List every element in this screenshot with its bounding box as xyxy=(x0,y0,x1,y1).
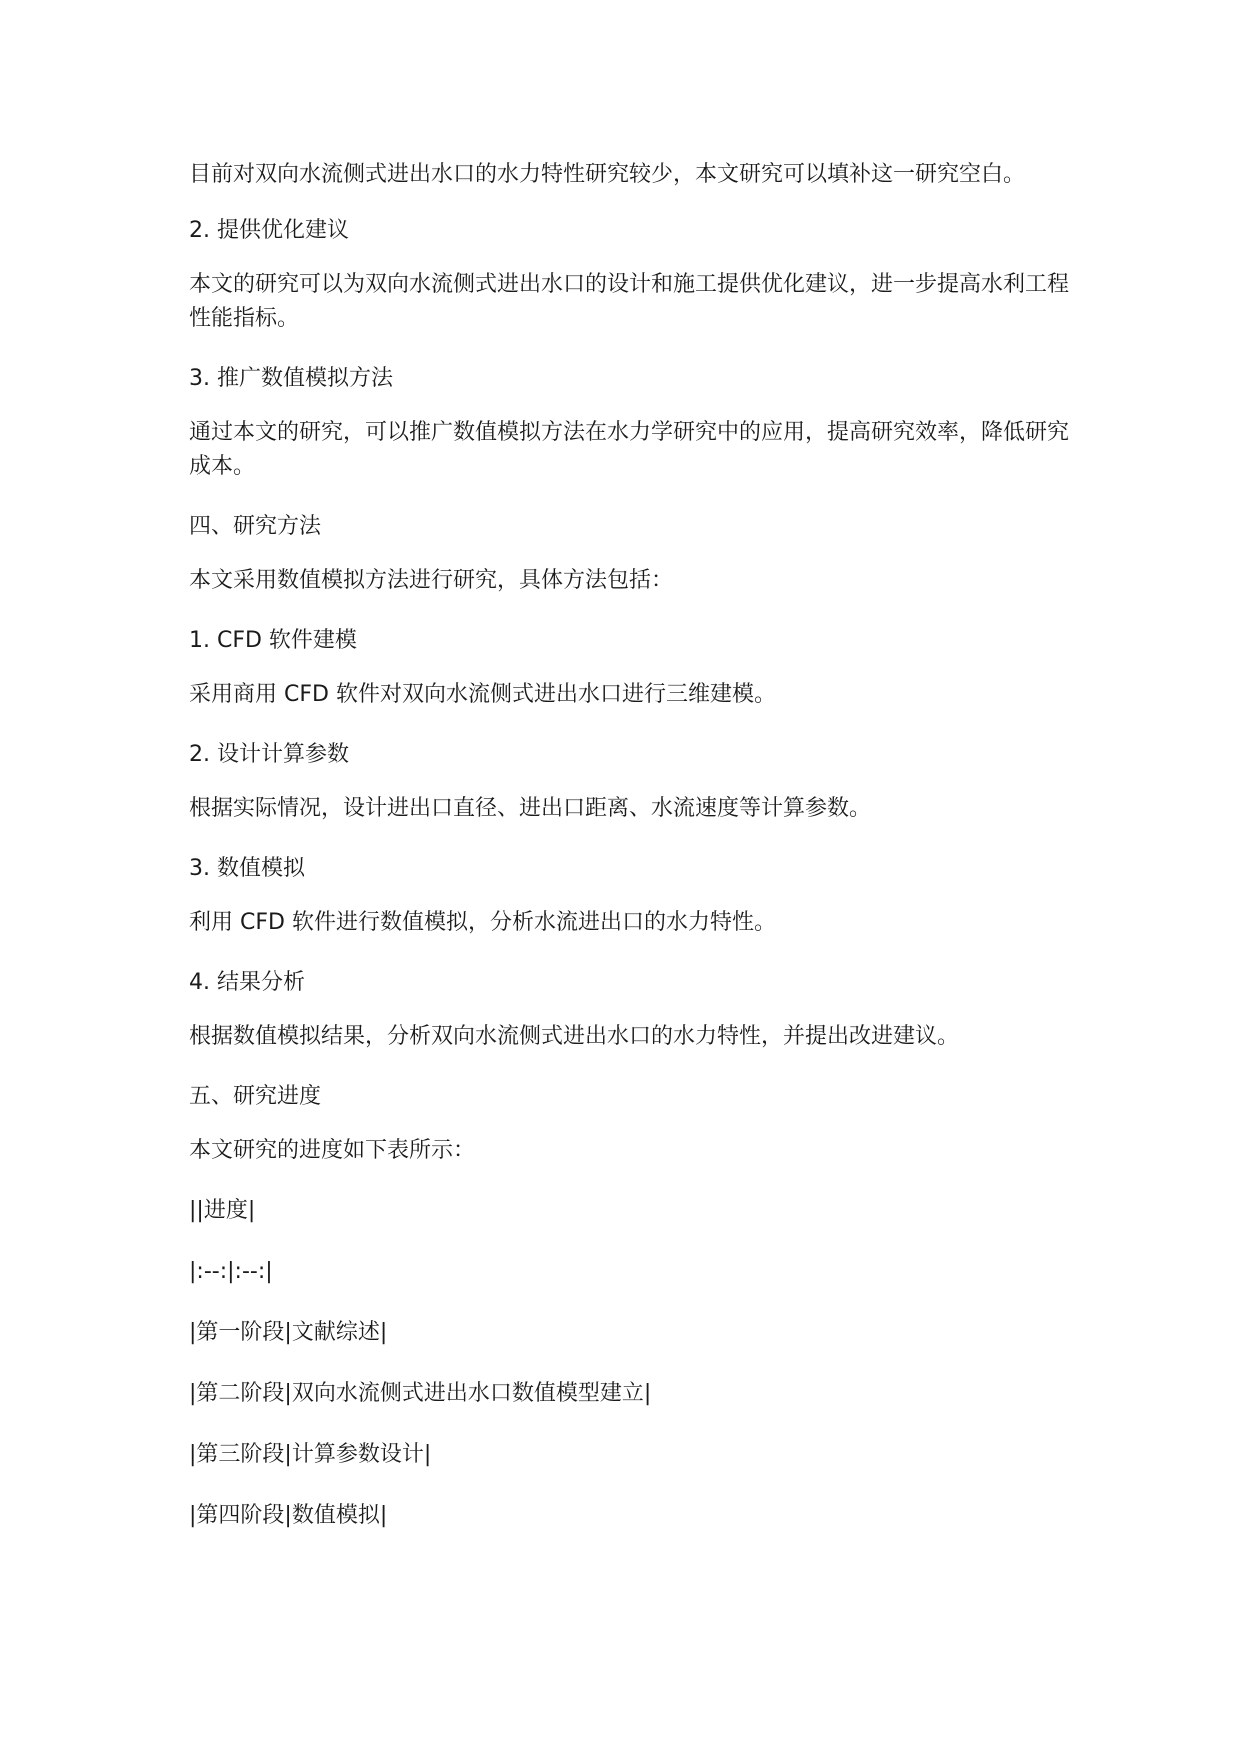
paragraph-progress-intro: 本文研究的进度如下表所示： xyxy=(189,1138,476,1163)
table-row: |第三阶段|计算参数设计| xyxy=(189,1442,432,1467)
paragraph-result-analysis: 根据数值模拟结果，分析双向水流侧式进出水口的水力特性，并提出改进建议。 xyxy=(189,1024,960,1049)
heading-optimization-advice: 2. 提供优化建议 xyxy=(189,218,349,243)
paragraph-optimization-advice: 本文的研究可以为双向水流侧式进出水口的设计和施工提供优化建议，进一步提高水利工程性能指标。 xyxy=(189,272,1070,331)
table-header-line: ||进度| xyxy=(189,1198,256,1223)
heading-result-analysis: 4. 结果分析 xyxy=(189,970,305,995)
table-row: |第二阶段|双向水流侧式进出水口数值模型建立| xyxy=(189,1381,652,1406)
heading-numerical-simulation: 3. 数值模拟 xyxy=(189,856,305,881)
paragraph-calculation-parameters: 根据实际情况，设计进出口直径、进出口距离、水流速度等计算参数。 xyxy=(189,796,872,821)
section-heading-research-methods: 四、研究方法 xyxy=(189,514,322,539)
section-heading-research-progress: 五、研究进度 xyxy=(189,1084,322,1109)
table-separator-line: |:--:|:--:| xyxy=(189,1259,273,1284)
paragraph-numerical-simulation-promotion: 通过本文的研究，可以推广数值模拟方法在水力学研究中的应用，提高研究效率，降低研究成本。 xyxy=(189,420,1070,479)
heading-calculation-parameters: 2. 设计计算参数 xyxy=(189,742,349,767)
paragraph-research-gap: 目前对双向水流侧式进出水口的水力特性研究较少，本文研究可以填补这一研究空白。 xyxy=(189,162,1026,187)
document-body xyxy=(189,158,1089,1560)
heading-cfd-modeling: 1. CFD 软件建模 xyxy=(189,628,357,653)
heading-numerical-simulation-promotion: 3. 推广数值模拟方法 xyxy=(189,366,393,391)
paragraph-cfd-modeling: 采用商用 CFD 软件对双向水流侧式进出水口进行三维建模。 xyxy=(189,682,776,707)
table-row: |第四阶段|数值模拟| xyxy=(189,1503,388,1528)
paragraph-methods-intro: 本文采用数值模拟方法进行研究，具体方法包括： xyxy=(189,568,674,593)
paragraph-numerical-simulation: 利用 CFD 软件进行数值模拟，分析水流进出口的水力特性。 xyxy=(189,910,776,935)
table-row: |第一阶段|文献综述| xyxy=(189,1320,388,1345)
